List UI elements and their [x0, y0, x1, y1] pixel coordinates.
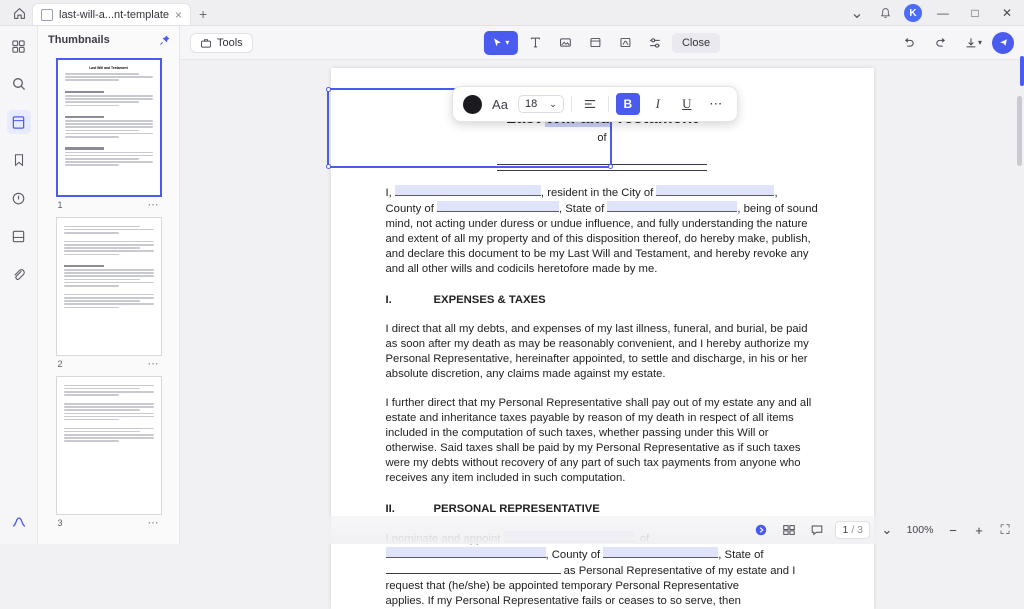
- thumbnail-menu-icon[interactable]: ⋯: [147, 199, 160, 211]
- undo-icon[interactable]: [896, 31, 922, 55]
- home-icon[interactable]: [6, 1, 32, 25]
- page-indicator[interactable]: [835, 521, 870, 539]
- thumbnail-page-3[interactable]: [56, 376, 162, 515]
- bell-icon[interactable]: [876, 4, 894, 22]
- thumbnail-menu-icon[interactable]: ⋯: [147, 517, 160, 529]
- section-1-title: EXPENSES & TAXES: [433, 293, 546, 306]
- page-current[interactable]: 1: [842, 524, 849, 536]
- divider: [571, 96, 572, 112]
- chevron-down-icon: ⌄: [549, 98, 557, 109]
- thumbnail-title: Last Will and Testament: [89, 66, 128, 70]
- grid-view-icon[interactable]: [779, 520, 799, 540]
- new-tab-button[interactable]: +: [198, 6, 208, 22]
- thumbnail-meta: [56, 356, 162, 370]
- section-2-heading: [386, 502, 819, 517]
- signature-tool-button[interactable]: [612, 31, 638, 55]
- zoom-level: 100%: [906, 524, 934, 536]
- close-editor-button[interactable]: Close: [672, 33, 720, 53]
- right-tool-group: [896, 31, 1014, 55]
- save-icon[interactable]: ▾: [960, 31, 986, 55]
- bookmark-icon[interactable]: [7, 148, 31, 172]
- next-page-icon[interactable]: [751, 520, 771, 540]
- left-icon-rail: [0, 26, 38, 544]
- align-left-icon[interactable]: [579, 94, 601, 114]
- close-icon[interactable]: ×: [175, 7, 183, 22]
- vertical-scrollbar[interactable]: [1017, 96, 1022, 579]
- comment-icon[interactable]: [7, 186, 31, 210]
- app-body: [0, 26, 1024, 607]
- chevron-down-icon[interactable]: ⌄: [850, 5, 864, 22]
- testator-name-rule: [497, 164, 707, 165]
- search-icon[interactable]: [7, 72, 31, 96]
- center-tool-group: [484, 31, 720, 55]
- thumbnails-list[interactable]: [38, 54, 179, 544]
- page-chevron-icon[interactable]: ⌄: [881, 522, 893, 537]
- titlebar-right: [848, 4, 1018, 25]
- section-2-title: PERSONAL REPRESENTATIVE: [433, 502, 600, 515]
- share-icon[interactable]: [992, 32, 1014, 54]
- document-icon: [41, 9, 53, 21]
- testator-name-rule-2: [497, 170, 707, 171]
- thumbnail-menu-icon[interactable]: ⋯: [147, 358, 160, 370]
- thumbnail-page-number: 3: [57, 517, 63, 528]
- divider: [608, 96, 609, 112]
- tools-button-label: Tools: [217, 36, 243, 49]
- status-bar: [180, 516, 1024, 544]
- intro-paragraph: I, , resident in the City of , County of , State of , being of sound mind, not acting under duress or undue influence, and fully understanding the nature and extent of all my property and of this disposition thereof, do hereby make, publish, and declare this document to be my Last Will and Testament, and hereby revoke any and all other wills and codicils heretofore made by me.: [385, 186, 818, 275]
- scrollbar-thumb[interactable]: [1017, 96, 1022, 166]
- thumbnail-page-2[interactable]: [56, 217, 162, 356]
- adjust-tool-button[interactable]: [642, 31, 668, 55]
- title-bar: [0, 0, 1024, 26]
- italic-button[interactable]: I: [655, 96, 660, 111]
- stamp-tool-button[interactable]: [582, 31, 608, 55]
- avatar[interactable]: K: [904, 4, 922, 22]
- document-tab[interactable]: [32, 3, 191, 25]
- minimize-button[interactable]: —: [937, 6, 949, 20]
- page-total: / 3: [851, 524, 863, 536]
- thumbnail-item[interactable]: [38, 58, 179, 211]
- thumbnails-header: [38, 26, 179, 54]
- thumbnail-meta: [56, 515, 162, 529]
- close-window-button[interactable]: ✕: [1001, 6, 1013, 20]
- comment-panel-icon[interactable]: [807, 520, 827, 540]
- thumbnails-title: Thumbnails: [48, 34, 110, 46]
- maximize-button[interactable]: □: [971, 6, 979, 20]
- grid-icon[interactable]: [7, 34, 31, 58]
- thumbnail-item[interactable]: [38, 376, 179, 529]
- thumbnail-page-1[interactable]: [56, 58, 162, 197]
- document-of-label: of: [597, 131, 607, 144]
- thumbnail-meta: [56, 197, 162, 211]
- font-size-value: 18: [525, 98, 538, 110]
- toolbox-icon: [200, 37, 212, 49]
- tab-label: last-will-a...nt-template: [59, 8, 170, 21]
- right-edge-indicator: [1020, 56, 1024, 86]
- font-size-select[interactable]: [518, 95, 564, 113]
- thumbnail-item[interactable]: [38, 217, 179, 370]
- thumbnail-page-number: 1: [57, 199, 63, 210]
- image-tool-button[interactable]: [552, 31, 578, 55]
- layers-icon[interactable]: [7, 224, 31, 248]
- section-2-number: II.: [385, 502, 395, 515]
- section-2-paragraph: , County of , State of as Personal Representative of my estate and I request that (he/she) be appointed temporary Personal Representative applies. If my Personal Representative fails or ceases to so serve, then: [386, 531, 819, 609]
- section-1-number: I.: [385, 293, 392, 306]
- zoom-out-button[interactable]: −: [949, 522, 957, 538]
- underline-button[interactable]: U: [682, 96, 692, 111]
- sign-icon[interactable]: [7, 510, 31, 534]
- editor-toolbar: [180, 26, 1024, 60]
- document-viewer: [180, 26, 1024, 607]
- more-options-icon[interactable]: ⋯: [709, 96, 723, 111]
- font-family-icon[interactable]: Aa: [492, 96, 508, 112]
- pin-icon[interactable]: [159, 34, 171, 46]
- text-format-toolbar[interactable]: [452, 86, 738, 122]
- text-color-swatch[interactable]: [463, 95, 482, 114]
- thumbnails-panel: [38, 26, 180, 544]
- thumbnail-page-number: 2: [57, 358, 63, 369]
- select-tool-button[interactable]: ▾: [484, 31, 518, 55]
- fullscreen-button[interactable]: ⛶: [1000, 522, 1010, 537]
- redo-icon[interactable]: [928, 31, 954, 55]
- attachment-icon[interactable]: [7, 262, 31, 286]
- zoom-in-button[interactable]: +: [975, 522, 983, 538]
- section-1-paragraph-1: I direct that all my debts, and expenses of my last illness, funeral, and burial, be paid as soon after my death as may be reasonably convenient, and I hereby authorize my Personal Representative, hereinafter appointed, to settle and discharge, in his or her absolute discretion, any claims made against my estate.: [385, 322, 809, 380]
- bold-button[interactable]: B: [616, 93, 640, 115]
- tools-button[interactable]: [190, 33, 253, 53]
- section-1-heading: [386, 293, 819, 308]
- section-1-paragraph-2: I further direct that my Personal Representative shall pay out of my estate any and all estate and inheritance taxes payable by reason of my death in respect of all items included in the computation of such taxes, whether passing under this Will or otherwise. Said taxes shall be paid by my Personal Representative as if such taxes were my debts without recovery of any part of such tax payments from anyone who receives any item included in such computation.: [385, 396, 812, 484]
- text-tool-button[interactable]: [522, 31, 548, 55]
- pages-panel-icon[interactable]: [7, 110, 31, 134]
